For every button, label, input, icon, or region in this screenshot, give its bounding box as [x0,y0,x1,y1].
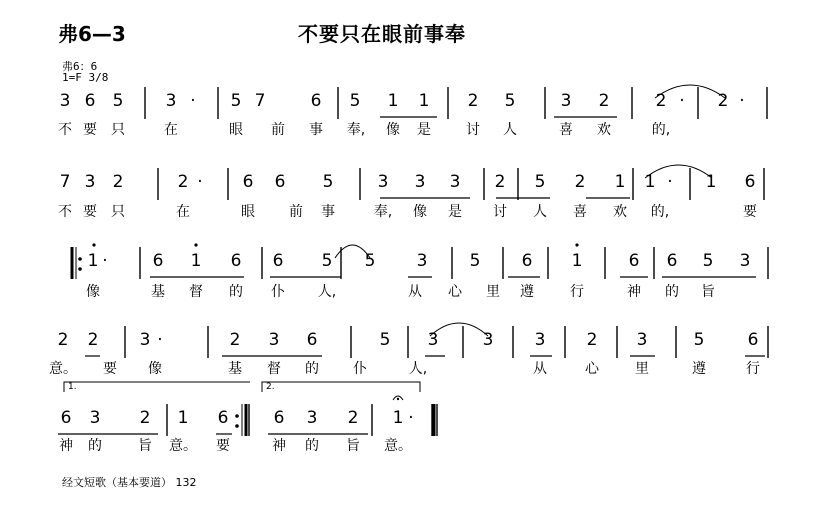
note: 5 [112,91,124,111]
note: 3 [59,91,71,111]
lyric-syllable: 里 [635,361,649,377]
note: 6 [60,408,72,428]
lyric-syllable: 讨 [466,122,480,138]
lyric-syllable: 人, [408,361,428,377]
note: 6 [273,408,285,428]
lyric-syllable: 人 [533,204,547,220]
slur-arc [430,323,488,336]
note: 2 [57,330,69,350]
lyric-syllable: 意。 [169,438,197,454]
lyric-syllable: 的 [229,284,243,300]
lyric-syllable: 不 [58,122,72,138]
note: · [157,330,163,350]
note: 2 [139,408,151,428]
note: 6 [272,251,284,271]
note: 5 [322,172,334,192]
lyric-syllable: 像 [86,284,100,300]
note: 1 [644,172,656,192]
lyric-syllable: 要 [216,438,230,454]
lyric-syllable: 喜 [559,122,573,138]
note: 2 [494,172,506,192]
lyric-syllable: 在 [176,204,190,220]
note: 2 [112,172,124,192]
lyric-syllable: 的, [651,122,671,138]
lyric-syllable: 不 [58,204,72,220]
lyric-syllable: 基 [151,284,165,300]
lyric-syllable: 仆 [271,284,285,300]
lyric-syllable: 眼 [241,204,255,220]
octave-dot [575,243,578,246]
note: 3 [268,330,280,350]
lyric-syllable: 从 [533,361,547,377]
note: 7 [59,172,71,192]
note: 2 [87,330,99,350]
lyric-syllable: 旨 [701,284,715,300]
lyric-syllable: 神 [272,438,286,454]
lyric-syllable: 心 [448,284,462,300]
note: 7 [254,91,266,111]
note: 3 [139,330,151,350]
lyric-syllable: 要 [83,204,97,220]
lyric-syllable: 奉, [373,204,393,220]
note: 6 [628,251,640,271]
note: 3 [560,91,572,111]
lyric-syllable: 人, [317,284,337,300]
repeat-dot [78,267,82,271]
octave-dot [194,243,197,246]
lyric-syllable: 欢 [597,122,611,138]
note: 2 [229,330,241,350]
octave-dot [92,243,95,246]
note: 3 [89,408,101,428]
note: 2 [598,91,610,111]
note: 3 [306,408,318,428]
lyric-syllable: 的 [305,438,319,454]
note: 5 [702,251,714,271]
lyric-syllable: 前 [289,204,303,220]
note: 3 [165,91,177,111]
note: · [190,91,196,111]
volta-bracket-1 [64,382,250,392]
note: 3 [414,172,426,192]
note: 3 [482,330,494,350]
note: 2 [574,172,586,192]
note: · [102,251,108,271]
lyric-syllable: 的 [665,284,679,300]
lyric-syllable: 行 [570,284,584,300]
note: 6 [217,408,229,428]
lyric-syllable: 喜 [573,204,587,220]
volta-label: 2. [266,382,275,392]
lyric-syllable: 前 [271,122,285,138]
note: 2 [655,91,667,111]
note: 1 [387,91,399,111]
lyric-syllable: 要 [743,204,757,220]
lyric-syllable: 督 [189,284,203,300]
lyric-syllable: 只 [111,204,125,220]
lyric-syllable: 只 [111,122,125,138]
note: 6 [242,172,254,192]
note: 3 [449,172,461,192]
note: 2 [586,330,598,350]
note: 5 [230,91,242,111]
lyric-syllable: 基 [228,361,242,377]
lyric-syllable: 的 [305,361,319,377]
note: 6 [306,330,318,350]
lyric-syllable: 事 [309,122,323,138]
lyric-syllable: 奉, [346,122,366,138]
note: 3 [534,330,546,350]
note: 3 [84,172,96,192]
note: 5 [504,91,516,111]
lyric-syllable: 督 [267,361,281,377]
volta-bracket-2 [262,382,420,392]
note: 1 [87,251,99,271]
note: 6 [274,172,286,192]
lyric-syllable: 要 [103,361,117,377]
note: 1 [571,251,583,271]
note: 5 [321,251,333,271]
lyric-syllable: 的 [88,438,102,454]
note: 2 [717,91,729,111]
note: 2 [177,172,189,192]
note: 3 [427,330,439,350]
note: 1 [614,172,626,192]
note: 5 [364,251,376,271]
note: · [197,172,203,192]
note: 6 [666,251,678,271]
score-number: 弗6—3 [58,22,126,46]
note: 6 [521,251,533,271]
note: 5 [379,330,391,350]
lyric-syllable: 旨 [346,438,360,454]
note: 1 [392,408,404,428]
lyric-syllable: 行 [746,361,760,377]
lyric-syllable: 要 [83,122,97,138]
repeat-dot [78,257,82,261]
note: 5 [534,172,546,192]
note: 5 [693,330,705,350]
lyric-syllable: 像 [148,361,162,377]
lyric-syllable: 的, [650,204,670,220]
lyric-syllable: 像 [386,122,400,138]
note: 6 [747,330,759,350]
lyric-syllable: 像 [413,204,427,220]
lyric-syllable: 里 [486,284,500,300]
note: · [408,408,414,428]
key-signature: 1=F 3/8 [62,71,109,84]
lyric-syllable: 旨 [138,438,152,454]
note: · [739,91,745,111]
note: 6 [152,251,164,271]
note: 6 [310,91,322,111]
note: 3 [636,330,648,350]
source-footer: 经文短歌（基本要道） 132 [62,476,197,489]
volta-label: 1. [68,382,77,392]
lyric-syllable: 欢 [613,204,627,220]
lyric-syllable: 意。 [384,438,412,454]
note: 3 [377,172,389,192]
note: 1 [190,251,202,271]
repeat-dot [235,424,239,428]
lyric-syllable: 神 [627,284,641,300]
lyric-syllable: 神 [59,438,73,454]
note: 1 [177,408,189,428]
lyric-syllable: 是 [417,122,431,138]
lyric-syllable: 心 [585,361,599,377]
note: 1 [705,172,717,192]
note: 1 [418,91,430,111]
lyric-syllable: 仆 [353,361,367,377]
note: · [679,91,685,111]
repeat-dot [235,414,239,418]
lyric-syllable: 意。 [49,361,77,377]
lyric-syllable: 在 [164,122,178,138]
note: 5 [349,91,361,111]
lyric-syllable: 事 [321,204,335,220]
note: 6 [84,91,96,111]
note: 2 [347,408,359,428]
lyric-syllable: 眼 [229,122,243,138]
scripture-reference: 弗6：6 [62,60,98,73]
note: 6 [744,172,756,192]
lyric-syllable: 从 [408,284,422,300]
note: 3 [739,251,751,271]
fermata-dot [397,398,399,400]
note: 3 [416,251,428,271]
lyric-syllable: 人 [503,122,517,138]
song-title: 不要只在眼前事奉 [298,22,466,46]
note: 5 [469,251,481,271]
lyric-syllable: 讨 [493,204,507,220]
lyric-syllable: 遵 [692,361,706,377]
note: · [667,172,673,192]
note: 2 [467,91,479,111]
note: 6 [230,251,242,271]
lyric-syllable: 是 [448,204,462,220]
lyric-syllable: 遵 [520,284,534,300]
